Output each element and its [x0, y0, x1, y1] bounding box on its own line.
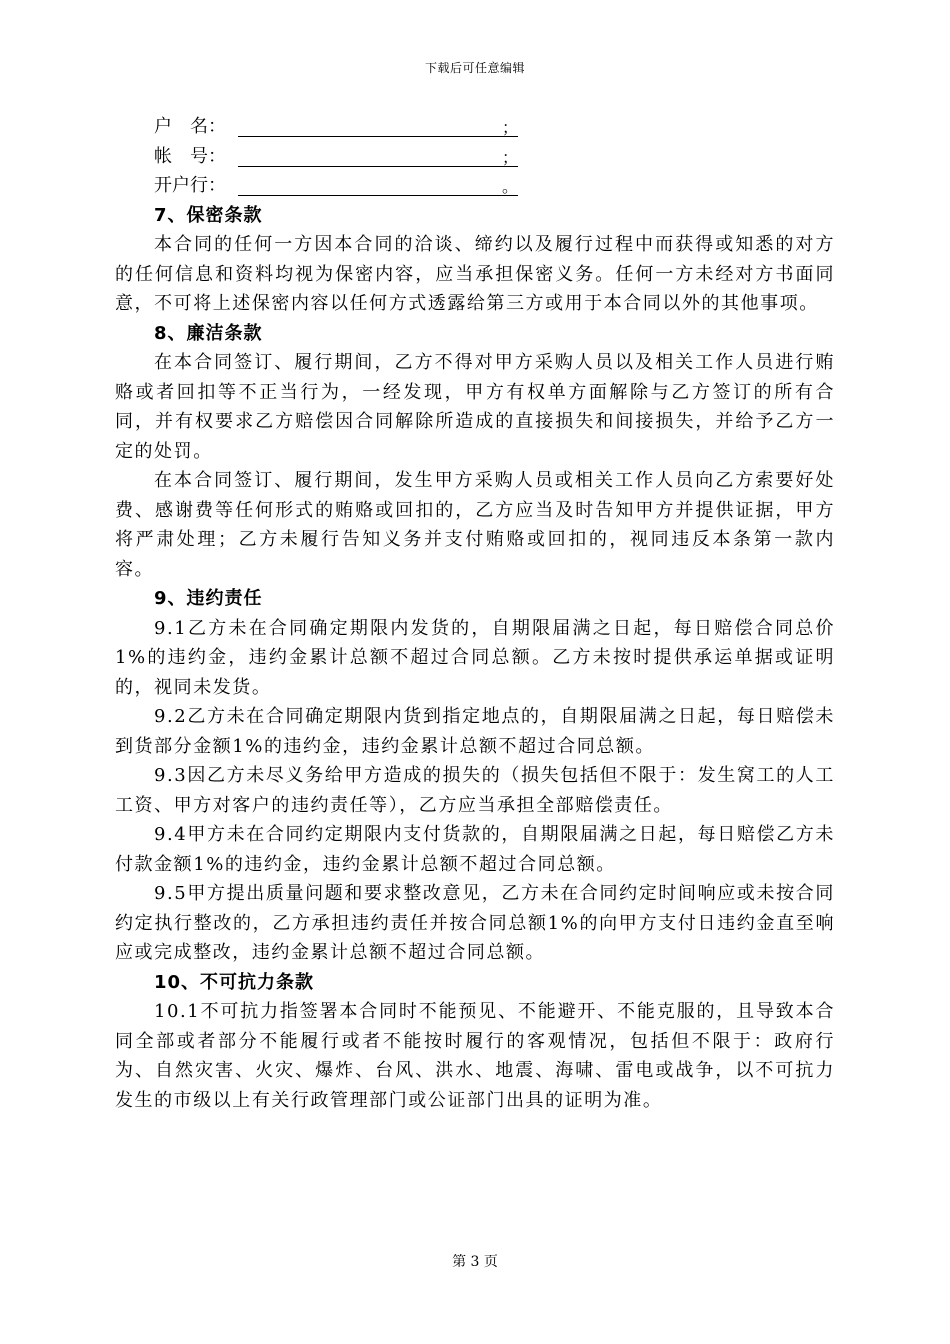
paragraph: 10.1不可抗力指签署本合同时不能预见、不能避开、不能克服的，且导致本合同全部或者部分不能履行或者不能按时履行的客观情况，包括但不限于：政府行为、自然灾害、火灾、爆炸、台风、洪水、地震、海啸、雷电或战争，以不可抗力发生的市级以上有关行政管理部门或公证部门出具的证明为准。 [115, 1001, 835, 1111]
blank-line: 。 [238, 174, 518, 196]
document-body [115, 112, 835, 1115]
field-label: 开户行： [154, 175, 226, 196]
account-name-field [115, 112, 835, 142]
paragraph: 9.4甲方未在合同约定期限内支付货款的，自期限届满之日起，每日赔偿乙方未付款金额1%的违约金，违约金累计总额不超过合同总额。 [115, 824, 835, 875]
bank-field [115, 171, 835, 201]
account-number-field [115, 142, 835, 172]
section-heading: 7、保密条款 [154, 204, 263, 226]
page-number: 第 3 页 [452, 1254, 498, 1270]
field-label: 户 名： [154, 116, 226, 137]
paragraph: 9.3因乙方未尽义务给甲方造成的损失的（损失包括但不限于：发生窝工的人工工资、甲方对客户的违约责任等），乙方应当承担全部赔偿责任。 [115, 765, 835, 816]
paragraph: 本合同的任何一方因本合同的洽谈、缔约以及履行过程中而获得或知悉的对方的任何信息和资料均视为保密内容，应当承担保密义务。任何一方未经对方书面同意，不可将上述保密内容以任何方式透露给第三方或用于本合同以外的其他事项。 [115, 234, 835, 314]
paragraph: 9.2乙方未在合同确定期限内货到指定地点的，自期限届满之日起，每日赔偿未到货部分金额1%的违约金，违约金累计总额不超过合同总额。 [115, 706, 835, 757]
paragraph: 在本合同签订、履行期间，发生甲方采购人员或相关工作人员向乙方索要好处费、感谢费等任何形式的贿赂或回扣的，乙方应当及时告知甲方并提供证据，甲方将严肃处理；乙方未履行告知义务并支付贿赂或回扣的，视同违反本条第一款内容。 [115, 470, 835, 580]
field-label: 帐 号： [154, 145, 226, 167]
page-header: 下载后可任意编辑 [424, 61, 525, 75]
paragraph: 9.1乙方未在合同确定期限内发货的，自期限届满之日起，每日赔偿合同总价1%的违约金，违约金累计总额不超过合同总额。乙方未按时提供承运单据或证明的，视同未发货。 [115, 617, 835, 698]
paragraph: 在本合同签订、履行期间，乙方不得对甲方采购人员以及相关工作人员进行贿赂或者回扣等不正当行为，一经发现，甲方有权单方面解除与乙方签订的所有合同，并有权要求乙方赔偿因合同解除所造成的直接损失和间接损失，并给予乙方一定的处罚。 [115, 352, 835, 462]
section-heading: 10、不可抗力条款 [154, 971, 315, 993]
section-heading: 9、违约责任 [154, 588, 263, 609]
blank-line: ； [238, 145, 518, 167]
blank-line: ； [238, 115, 518, 137]
paragraph: 9.5甲方提出质量问题和要求整改意见，乙方未在合同约定时间响应或未按合同约定执行整改的，乙方承担违约责任并按合同总额1%的向甲方支付日违约金直至响应或完成整改，违约金累计总额不超过合同总额。 [115, 883, 835, 963]
section-heading: 8、廉洁条款 [154, 322, 263, 344]
